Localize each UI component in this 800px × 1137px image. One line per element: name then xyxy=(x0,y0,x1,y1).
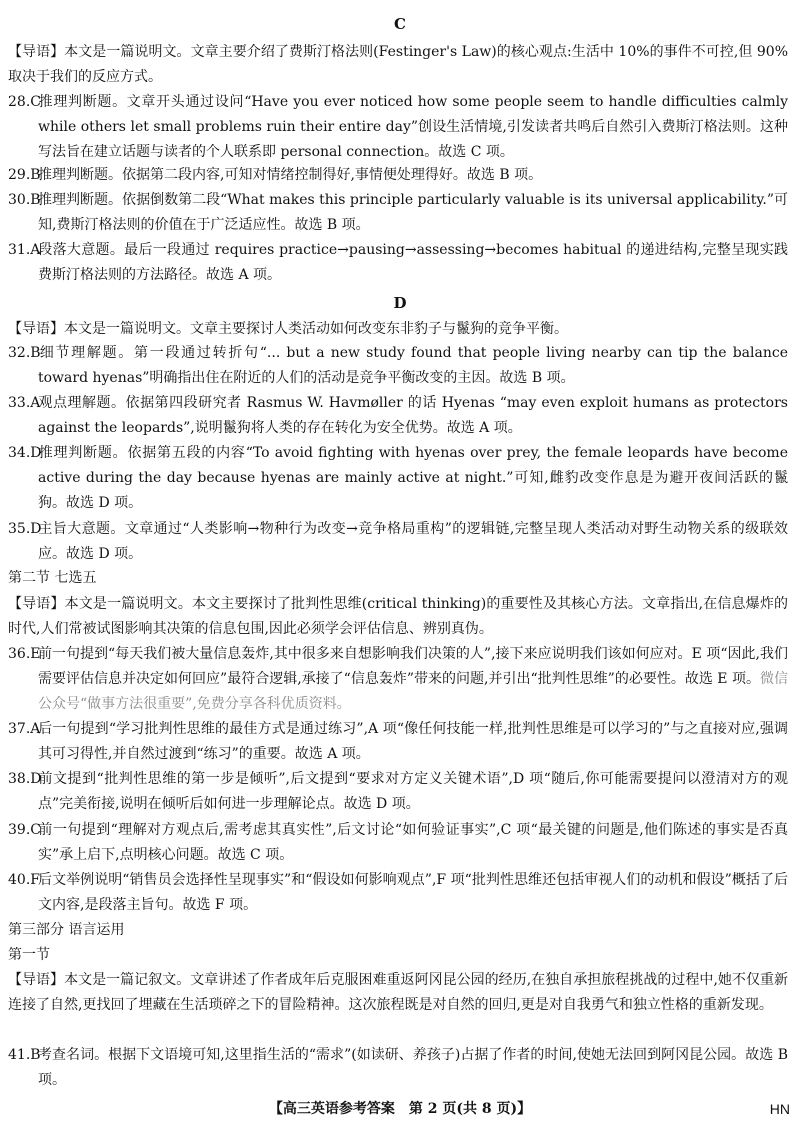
answer-item-40 xyxy=(8,868,788,918)
section-d-heading: D xyxy=(393,294,407,312)
watermark-text: 微信公众号“做事方法很重要”,免费分享各科优质资料。 xyxy=(38,671,789,712)
answer-number: 33.A xyxy=(8,395,41,411)
answer-number: 40.F xyxy=(8,872,40,888)
answer-explanation: 推理判断题。依据倒数第二段“What makes this principle particularly valuable is its universal applicability.”可知,费斯汀格法则的价值在于广泛适应性。故选 B 项。 xyxy=(38,192,788,233)
answer-number: 35.D xyxy=(8,521,42,537)
answer-explanation: 主旨大意题。文章通过“人类影响→物种行为改变→竞争格局重构”的逻辑链,完整呈现人类活动对野生动物关系的级联效应。故选 D 项。 xyxy=(38,521,788,562)
answer-explanation: 后一句提到“学习批判性思维的最佳方式是通过练习”,A 项“像任何技能一样,批判性思维是可以学习的”与之直接对应,强调其可习得性,并自然过渡到“练习”的重要。故选 A 项。 xyxy=(38,721,788,762)
answer-explanation: 细节理解题。第一段通过转折句“... but a new study found that people living nearby can tip the balance toward hyenas”明确指出住在附近的人们的活动是竞争平衡改变的主因。故选 B 项。 xyxy=(38,345,788,386)
answer-explanation: 推理判断题。依据第五段的内容“To avoid fighting with hyenas over prey, the female leopards have become active during the day because hyenas are mainly active at night.”可知,雌豹改变作息是为避开夜间活跃的鬣狗。故选 D 项。 xyxy=(38,445,788,511)
page-footer: 【高三英语参考答案 第 2 页(共 8 页)】 xyxy=(268,1101,532,1117)
answer-item-38 xyxy=(8,767,788,817)
answer-number: 39.C xyxy=(8,822,41,838)
answer-number: 29.B xyxy=(8,167,41,183)
answer-explanation: 段落大意题。最后一段通过 requires practice→pausing→assessing→becomes habitual 的递进结构,完整呈现实践费斯汀格法则的方法路径。故选 A 项。 xyxy=(38,242,788,283)
answer-number: 31.A xyxy=(8,242,41,258)
answer-explanation: 考查名词。根据下文语境可知,这里指生活的“需求”(如读研、养孩子)占据了作者的时间,使她无法回到阿冈昆公园。故选 B 项。 xyxy=(38,1047,788,1088)
answer-explanation: 前一句提到“理解对方观点后,需考虑其真实性”,后文讨论“如何验证事实”,C 项“最关键的问题是,他们陈述的事实是否真实”承上启下,点明核心问题。故选 C 项。 xyxy=(38,822,788,863)
answer-item-31 xyxy=(8,238,788,288)
answer-number: 32.B xyxy=(8,345,41,361)
answer-item-34 xyxy=(8,441,788,516)
section-c-intro: 【导语】本文是一篇说明文。文章主要介绍了费斯汀格法则(Festinger's Law)的核心观点:生活中 10%的事件不可控,但 90%取决于我们的反应方式。 xyxy=(8,44,788,85)
answer-number: 38.D xyxy=(8,771,42,787)
answer-item-35 xyxy=(8,517,788,567)
answer-item-33 xyxy=(8,391,788,441)
answer-explanation: 观点理解题。依据第四段研究者 Rasmus W. Havmøller 的话 Hyenas “may even exploit humans as protectors against the leopards”,说明鬣狗将人类的存在转化为安全优势。故选 A 项。 xyxy=(38,395,788,436)
answer-item-39 xyxy=(8,818,788,868)
answer-explanation: 推理判断题。依据第二段内容,可知对情绪控制得好,事情便处理得好。故选 B 项。 xyxy=(38,167,543,183)
section-c-heading: C xyxy=(394,15,406,33)
answer-number: 37.A xyxy=(8,721,41,737)
part-three-title: 第三部分 语言运用 xyxy=(8,922,125,938)
answer-explanation: 推理判断题。文章开头通过设问“Have you ever noticed how some people seem to handle difficulties calmly while others let small problems ruin their entire day”创设生活情境,引发读者共鸣后自然引入费斯汀格法则。这种写法旨在建立话题与读者的个人联系即 personal connection。故选 C 项。 xyxy=(38,94,788,160)
answer-number: 41.B xyxy=(8,1047,41,1063)
answer-number: 36.E xyxy=(8,646,41,662)
section-d-intro: 【导语】本文是一篇说明文。文章主要探讨人类活动如何改变东非豹子与鬣狗的竞争平衡。 xyxy=(8,321,568,337)
answer-item-41 xyxy=(8,1043,788,1093)
answer-explanation: 后文举例说明“销售员会选择性呈现事实”和“假设如何影响观点”,F 项“批判性思维还包括审视人们的动机和假设”概括了后文内容,是段落主旨句。故选 F 项。 xyxy=(38,872,788,913)
answer-explanation: 前一句提到“每天我们被大量信息轰炸,其中很多来自想影响我们决策的人”,接下来应说明我们该如何应对。E 项“因此,我们需要评估信息并决定如何回应”最符合逻辑,承接了“信息轰炸”带来的问题,并引出“批判性思维”的必要性。故选 E 项。 xyxy=(38,646,788,687)
answer-item-30 xyxy=(8,188,788,238)
answer-number: 34.D xyxy=(8,445,42,461)
answer-item-29 xyxy=(8,163,788,188)
answer-number: 28.C xyxy=(8,94,41,110)
answer-explanation: 前文提到“批判性思维的第一步是倾听”,后文提到“要求对方定义关键术语”,D 项“随后,你可能需要提问以澄清对方的观点”完美衔接,说明在倾听后如何进一步理解论点。故选 D 项。 xyxy=(38,771,788,812)
answer-item-28 xyxy=(8,90,788,165)
section-two-title: 第二节 七选五 xyxy=(8,570,97,586)
part-three-intro: 【导语】本文是一篇记叙文。文章讲述了作者成年后克服困难重返阿冈昆公园的经历,在独自承担旅程挑战的过程中,她不仅重新连接了自然,更找回了埋藏在生活琐碎之下的冒险精神。这次旅程既是对自然的回归,更是对自我勇气和独立性格的重新发现。 xyxy=(8,972,788,1013)
part-three-subtitle: 第一节 xyxy=(8,947,50,963)
answer-item-37 xyxy=(8,717,788,767)
answer-item-32 xyxy=(8,341,788,391)
section-two-intro: 【导语】本文是一篇说明文。本文主要探讨了批判性思维(critical thinking)的重要性及其核心方法。文章指出,在信息爆炸的时代,人们常被试图影响其决策的信息包围,因此必须学会评估信息、辨别真伪。 xyxy=(8,596,788,637)
answer-number: 30.B xyxy=(8,192,41,208)
answer-item-36 xyxy=(8,642,788,717)
footer-region-code: HN xyxy=(769,1101,790,1117)
